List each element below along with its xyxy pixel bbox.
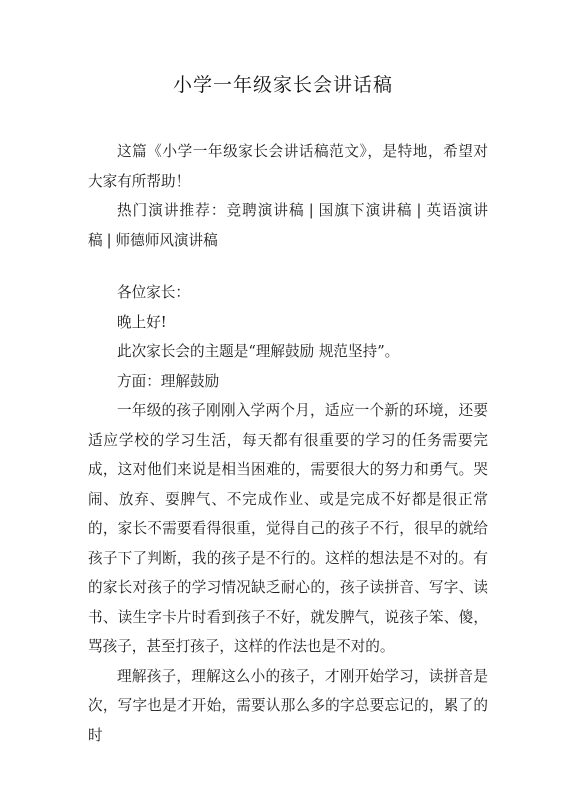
recommend-link-english-speech[interactable]: 英语演讲稿: [88, 202, 488, 249]
greeting: 各位家长：: [117, 284, 190, 301]
section-heading: 方面：理解鼓励: [117, 372, 220, 390]
recommend-link-speech-competition[interactable]: 竞聘演讲稿: [226, 202, 305, 219]
body-paragraph-1: 一年级的孩子刚刚入学两个月，适应一个新的环境，还要适应学校的学习生活，每天都有很重要的学习的任务需要完成，这对他们来说是相当困难的，需要很大的努力和勇气。哭闹、放弃、耍脾气、不完成作业、或是完成不好都是很正常的，家长不需要看得很重，觉得自己的孩子不行，很早的就给孩子下了判断，我的孩子是不行的。这样的想法是不对的。有的家长对孩子的学习情况缺乏耐心的，孩子读拼音、写字、读书、读生字卡片时看到孩子不好，就发脾气，说孩子笨、傻，骂孩子，甚至打孩子，这样的作法也是不对的。: [88, 402, 488, 655]
recommend-link-flag-speech[interactable]: 国旗下演讲稿: [317, 202, 413, 219]
intro-paragraph: 这篇《小学一年级家长会讲话稿范文》，是特地，希望对大家有所帮助！: [88, 143, 488, 190]
document-body: [88, 137, 488, 750]
evening-greeting: 晚上好!: [117, 313, 167, 331]
theme-paragraph: 此次家长会的主题是“理解鼓励 规范坚持”。: [117, 343, 400, 360]
separator: |: [106, 231, 112, 249]
recommend-paragraph: [88, 196, 488, 255]
recommend-prefix: 热门演讲推荐：: [117, 202, 227, 219]
document-title: 小学一年级家长会讲话稿: [172, 74, 393, 96]
body-paragraph-2: 理解孩子，理解这么小的孩子，才刚开始学习，读拼音是次，写字也是才开始，需要认那么多的字总要忘记的，累了的时: [88, 667, 488, 744]
spacer: [88, 255, 488, 278]
recommend-link-teacher-ethics[interactable]: 师德师风演讲稿: [115, 231, 218, 249]
separator: |: [308, 202, 314, 219]
separator: |: [416, 202, 422, 219]
